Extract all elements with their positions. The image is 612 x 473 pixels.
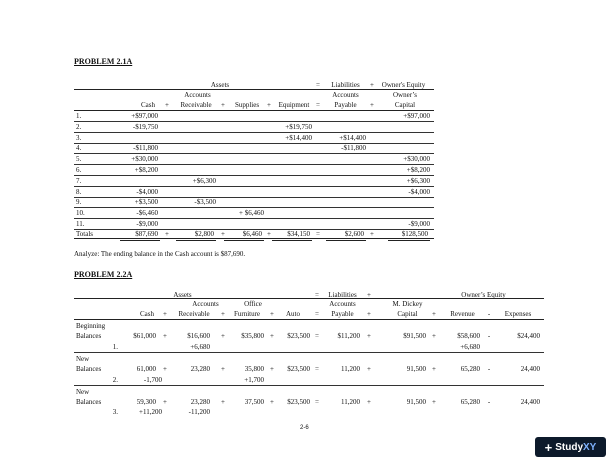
cell-p4: + xyxy=(367,365,371,373)
analyze-note: Analyze: The ending balance in the Cash account is $87,690. xyxy=(74,250,246,258)
cell-p2: + xyxy=(221,365,225,373)
assets-header: Assets xyxy=(210,81,230,89)
cell-p4: + xyxy=(367,332,371,340)
op: = xyxy=(316,230,320,238)
col-header-ar: Receivable xyxy=(178,310,210,318)
cell-ap: 11,200 xyxy=(341,398,360,406)
cell-cap: +$30,000 xyxy=(403,155,430,164)
assets-header: Assets xyxy=(173,291,192,299)
col-header-accounts: Accounts xyxy=(332,91,359,99)
cell-ar: +$6,300 xyxy=(192,176,216,185)
op: + xyxy=(370,101,374,109)
rule xyxy=(74,89,434,90)
cell-ar: 23,280 xyxy=(190,365,210,373)
rule xyxy=(74,175,434,176)
cell-p5: + xyxy=(432,332,436,340)
brand-name-part: XY xyxy=(583,441,597,453)
cell-cap: 91,500 xyxy=(406,365,426,373)
col-header-receivable: Receivable xyxy=(180,101,212,109)
cell-ar: $16,600 xyxy=(187,332,210,340)
cell-auto: $23,500 xyxy=(287,398,310,406)
rule xyxy=(74,319,544,320)
transaction-number: 10. xyxy=(76,209,85,218)
double-rule xyxy=(388,240,430,241)
cell-p2: + xyxy=(221,332,225,340)
transaction-number: 11. xyxy=(76,220,85,228)
cell-p3: + xyxy=(270,332,274,340)
col-header-equipment: Equipment xyxy=(278,101,310,109)
transaction-number: 2. xyxy=(112,376,118,384)
transaction-number: 4. xyxy=(76,144,82,153)
cell-p3: + xyxy=(270,398,274,406)
cell-ap: -$11,800 xyxy=(341,144,366,153)
owners-equity-header: Owner's Equity xyxy=(381,81,426,89)
col-header-exp: Expenses xyxy=(504,310,532,318)
rule xyxy=(74,352,544,353)
cell-ap: +$14,400 xyxy=(339,133,366,142)
page-number: 2-6 xyxy=(300,425,309,431)
cell-furn: $35,800 xyxy=(241,332,264,340)
cell-cash: +11,200 xyxy=(139,408,162,416)
brand-name-part: Study xyxy=(555,441,584,453)
double-rule xyxy=(326,240,366,241)
cell-auto: $23,500 xyxy=(287,365,310,373)
cell-m: - xyxy=(487,398,491,406)
row-label: Balances xyxy=(76,398,102,406)
col-header-cash: Cash xyxy=(141,101,155,109)
owners-equity-header: Owner’s Equity xyxy=(461,291,506,299)
double-rule xyxy=(120,240,160,241)
cell-p1: + xyxy=(163,332,167,340)
plus-header: + xyxy=(370,81,374,89)
cell-rev: +6,680 xyxy=(460,343,480,351)
col-header-office: Office xyxy=(244,300,262,308)
cell-cap: 91,500 xyxy=(406,398,426,406)
cell-cash: -$11,800 xyxy=(133,144,158,153)
double-rule xyxy=(176,240,216,241)
cell-cash: 59,300 xyxy=(136,398,156,406)
transaction-number: 5. xyxy=(76,155,82,164)
cell-rev: $58,600 xyxy=(457,332,480,340)
col-header-auto: Auto xyxy=(286,310,300,318)
cell-p2: + xyxy=(221,398,225,406)
op: = xyxy=(316,101,320,109)
cell-cash: 61,000 xyxy=(136,365,156,373)
plus-icon: + xyxy=(544,439,553,455)
col-header-p5: + xyxy=(432,310,436,318)
cell-exp: 24,400 xyxy=(520,398,540,406)
rule xyxy=(74,229,434,230)
cell-m: - xyxy=(487,332,491,340)
cell-cash: -$9,000 xyxy=(136,220,158,228)
cell-rev: 65,280 xyxy=(460,365,480,373)
equals-header: = xyxy=(315,291,319,299)
col-header-capital: Capital xyxy=(394,101,416,109)
col-header-ap: Payable xyxy=(331,310,354,318)
total-ar: $2,800 xyxy=(194,230,214,238)
double-rule xyxy=(272,240,312,241)
row-label: New xyxy=(76,388,90,396)
liabilities-header: Liabilities xyxy=(328,291,357,299)
col-header-p3: + xyxy=(270,310,274,318)
cell-cash: $61,000 xyxy=(133,332,156,340)
problem-2-2a-heading: PROBLEM 2.2A xyxy=(74,270,133,279)
total-supplies: $6,460 xyxy=(242,230,262,238)
total-equipment: $34,150 xyxy=(287,230,310,238)
transaction-number: 2. xyxy=(76,122,82,131)
cell-cap: -$4,000 xyxy=(408,187,430,196)
cell-p5: + xyxy=(432,398,436,406)
col-header-accounts: Accounts xyxy=(184,91,211,99)
cell-auto: $23,500 xyxy=(287,332,310,340)
cell-cap: -$9,000 xyxy=(408,220,430,228)
op: + xyxy=(165,101,169,109)
cell-cash: +$3,500 xyxy=(134,198,158,207)
cell-eq: = xyxy=(315,398,319,406)
cell-p1: + xyxy=(163,365,167,373)
op: + xyxy=(267,230,271,238)
cell-cash: -$6,460 xyxy=(136,209,158,218)
cell-ar: +6,680 xyxy=(190,343,210,351)
cell-furn: 35,800 xyxy=(244,365,264,373)
col-header-p4: + xyxy=(367,310,371,318)
cell-p4: + xyxy=(367,398,371,406)
op: + xyxy=(221,230,225,238)
col-header-p2: + xyxy=(221,310,225,318)
total-capital: $128,500 xyxy=(401,230,428,238)
cell-cash: -$19,750 xyxy=(132,122,158,131)
col-header-accounts: Accounts xyxy=(329,300,356,308)
op: + xyxy=(370,230,374,238)
transaction-number: 1. xyxy=(76,112,82,120)
problem-2-1a-heading: PROBLEM 2.1A xyxy=(74,57,133,66)
cell-ar: 23,280 xyxy=(190,398,210,406)
op: + xyxy=(267,101,271,109)
row-label: New xyxy=(76,355,90,363)
col-header-p1: + xyxy=(163,310,167,318)
total-payable: $2,600 xyxy=(344,230,364,238)
rule xyxy=(74,298,544,299)
transaction-number: 7. xyxy=(76,176,82,185)
cell-ap: $11,200 xyxy=(337,332,360,340)
transaction-number: 8. xyxy=(76,187,82,196)
rule xyxy=(74,238,434,239)
brand-name xyxy=(555,442,596,453)
op: + xyxy=(221,101,225,109)
cell-equip: +$19,750 xyxy=(285,122,312,131)
totals-label: Totals xyxy=(76,230,94,238)
cell-p5: + xyxy=(432,365,436,373)
transaction-number: 1. xyxy=(112,343,118,351)
rule xyxy=(74,110,434,111)
double-rule xyxy=(224,240,264,241)
transaction-number: 3. xyxy=(76,133,82,142)
cell-cap: +$97,000 xyxy=(403,112,430,120)
row-label: Balances xyxy=(76,332,102,340)
cell-cap: +$6,300 xyxy=(406,176,430,185)
cell-cap: $91,500 xyxy=(403,332,426,340)
cell-p3: + xyxy=(270,365,274,373)
col-header-eq: = xyxy=(315,310,319,318)
rule xyxy=(74,385,544,386)
transaction-number: 3. xyxy=(112,408,118,416)
col-header-m-dickey: M. Dickey xyxy=(392,300,423,308)
cell-ap: 11,200 xyxy=(341,365,360,373)
row-label: Beginning xyxy=(76,322,106,330)
studyxy-badge xyxy=(535,437,606,457)
col-header-cap: Capital xyxy=(397,310,418,318)
liabilities-header: Liabilities xyxy=(331,81,360,89)
col-header-accounts: Accounts xyxy=(192,300,219,308)
cell-cash: -1,700 xyxy=(143,376,162,384)
op: + xyxy=(165,230,169,238)
transaction-number: 6. xyxy=(76,166,82,174)
cell-rev: 65,280 xyxy=(460,398,480,406)
cell-p1: + xyxy=(163,398,167,406)
cell-sup: + $6,460 xyxy=(239,209,264,218)
cell-ar: -$3,500 xyxy=(194,198,216,207)
cell-cash: +$8,200 xyxy=(134,166,158,174)
col-header-payable: Payable xyxy=(334,101,357,109)
col-header-m: - xyxy=(487,310,491,318)
cell-furn: 37,500 xyxy=(244,398,264,406)
cell-cash: +$97,000 xyxy=(131,112,158,120)
cell-eq: = xyxy=(315,365,319,373)
cell-cash: -$4,000 xyxy=(136,187,158,196)
cell-furn: +1,700 xyxy=(244,376,264,384)
cell-equip: +$14,400 xyxy=(285,133,312,142)
cell-eq: = xyxy=(315,332,319,340)
col-header-rev: Revenue xyxy=(450,310,475,318)
cell-exp: $24,400 xyxy=(517,332,540,340)
row-label: Balances xyxy=(76,365,102,373)
cell-m: - xyxy=(487,365,491,373)
equals-header: = xyxy=(316,81,320,89)
rule xyxy=(74,132,434,133)
transaction-number: 9. xyxy=(76,198,82,207)
cell-cap: +$8,200 xyxy=(406,166,430,174)
col-header-supplies: Supplies xyxy=(234,101,260,109)
plus-header: + xyxy=(367,291,371,299)
cell-exp: 24,400 xyxy=(520,365,540,373)
cell-cash: +$30,000 xyxy=(131,155,158,164)
col-header-furn: Furniture xyxy=(233,310,261,318)
col-header-cash: Cash xyxy=(140,310,154,318)
cell-ar: -11,200 xyxy=(188,408,210,416)
col-header-owners: Owner’s xyxy=(393,91,417,99)
total-cash: $87,690 xyxy=(135,230,158,238)
